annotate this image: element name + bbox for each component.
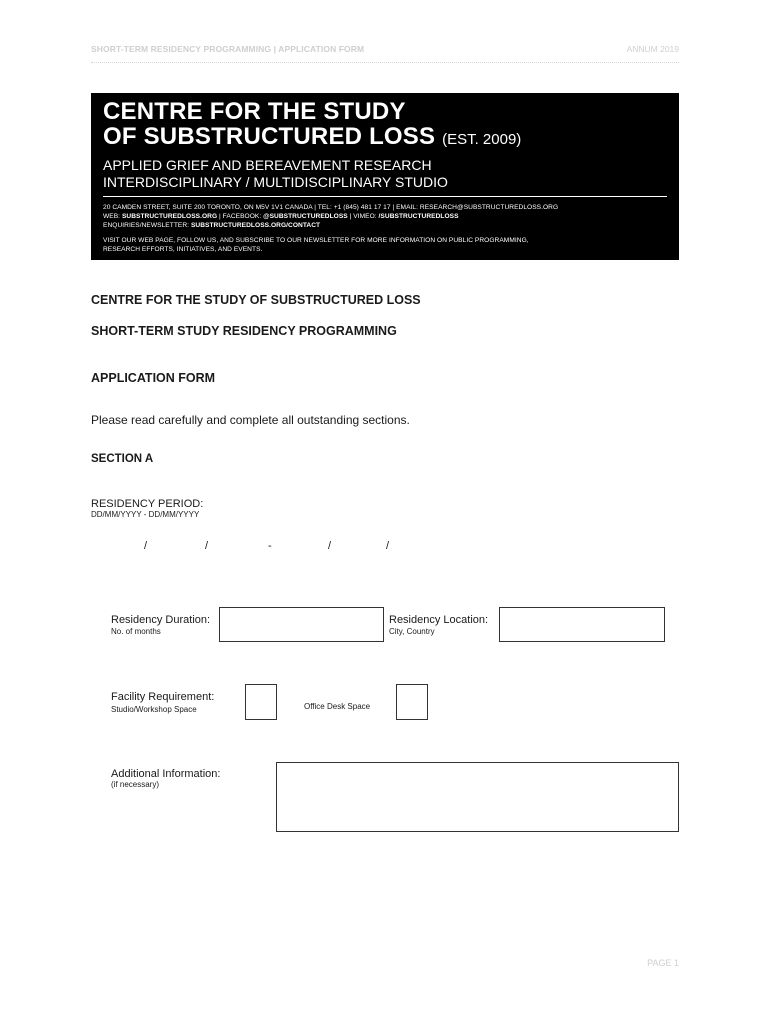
banner-enquiries [103,221,667,230]
date-separator-dash: - [268,540,272,552]
enquiries-link[interactable]: SUBSTRUCTUREDLOSS.ORG/CONTACT [190,222,321,229]
residency-duration-label: Residency Duration: [111,614,211,626]
date-separator-slash: / [386,540,390,552]
organization-heading: CENTRE FOR THE STUDY OF SUBSTRUCTURED LOSS [91,293,421,307]
residency-location-hint: City, Country [389,627,435,636]
running-header-annum: ANNUM 2019 [626,44,679,54]
additional-information-label: Additional Information: [111,768,221,780]
banner-subtitle [103,157,667,191]
facility-studio-checkbox[interactable] [245,684,277,720]
vimeo-link[interactable]: /SUBSTRUCTUREDLOSS [378,213,459,220]
residency-period-label: RESIDENCY PERIOD: [91,498,204,510]
banner-title [103,99,667,152]
date-separator-slash: / [328,540,332,552]
additional-information-hint: (if necessary) [111,780,160,789]
residency-duration-hint: No. of months [111,627,161,636]
date-separator-slash: / [205,540,209,552]
residency-period-format: DD/MM/YYYY - DD/MM/YYYY [91,510,200,519]
program-heading: SHORT-TERM STUDY RESIDENCY PROGRAMMING [91,324,397,338]
form-heading: APPLICATION FORM [91,371,216,385]
organization-banner [91,93,679,260]
section-heading: SECTION A [91,453,154,465]
banner-title-line-2-text: OF SUBSTRUCTURED LOSS [103,123,436,150]
banner-title-line-2 [103,124,667,152]
banner-address: 20 CAMDEN STREET, SUITE 200 TORONTO, ON M5V 1V1 CANADA | TEL: +1 (845) 481 17 17 | EMAIL: RESEARCH@SUBSTRUCTUREDLOSS.ORG [103,204,559,211]
additional-information-textarea[interactable] [276,762,679,832]
banner-subtitle-line-2: INTERDISCIPLINARY / MULTIDISCIPLINARY STUDIO [103,174,448,190]
residency-duration-input[interactable] [219,607,384,642]
running-header-title: SHORT-TERM RESIDENCY PROGRAMMING | APPLICATION FORM [91,44,365,54]
facility-requirement-label: Facility Requirement: [111,691,215,703]
web-link[interactable]: SUBSTRUCTUREDLOSS.ORG [121,213,218,220]
residency-location-label: Residency Location: [389,614,489,626]
banner-established: (EST. 2009) [442,131,522,148]
banner-social [103,212,667,221]
date-separator-slash: / [144,540,148,552]
facility-option-office-label: Office Desk Space [304,702,371,711]
web-label: WEB: [103,213,122,220]
banner-title-line-1: CENTRE FOR THE STUDY [103,98,406,125]
facility-option-studio-label: Studio/Workshop Space [111,705,197,714]
facility-office-checkbox[interactable] [396,684,428,720]
banner-subtitle-line-1: APPLIED GRIEF AND BEREAVEMENT RESEARCH [103,157,432,173]
instructions-text: Please read carefully and complete all outstanding sections. [91,413,410,427]
facebook-link[interactable]: @SUBSTRUCTUREDLOSS [263,213,348,220]
banner-contact [103,203,667,254]
enquiries-label: ENQUIRIES/NEWSLETTER: [103,222,191,229]
vimeo-label: | VIMEO: [347,213,379,220]
residency-location-input[interactable] [499,607,665,642]
facebook-label: | FACEBOOK: [217,213,264,220]
page-number: PAGE 1 [647,958,679,968]
banner-visit-line-1: VISIT OUR WEB PAGE, FOLLOW US, AND SUBSCRIBE TO OUR NEWSLETTER FOR MORE INFORMATION ON PUBLIC PROGRAMMING, [103,237,529,244]
banner-visit-line-2: RESEARCH EFFORTS, INITIATIVES, AND EVENTS. [103,246,263,253]
header-divider [91,62,679,63]
banner-divider [103,196,667,197]
